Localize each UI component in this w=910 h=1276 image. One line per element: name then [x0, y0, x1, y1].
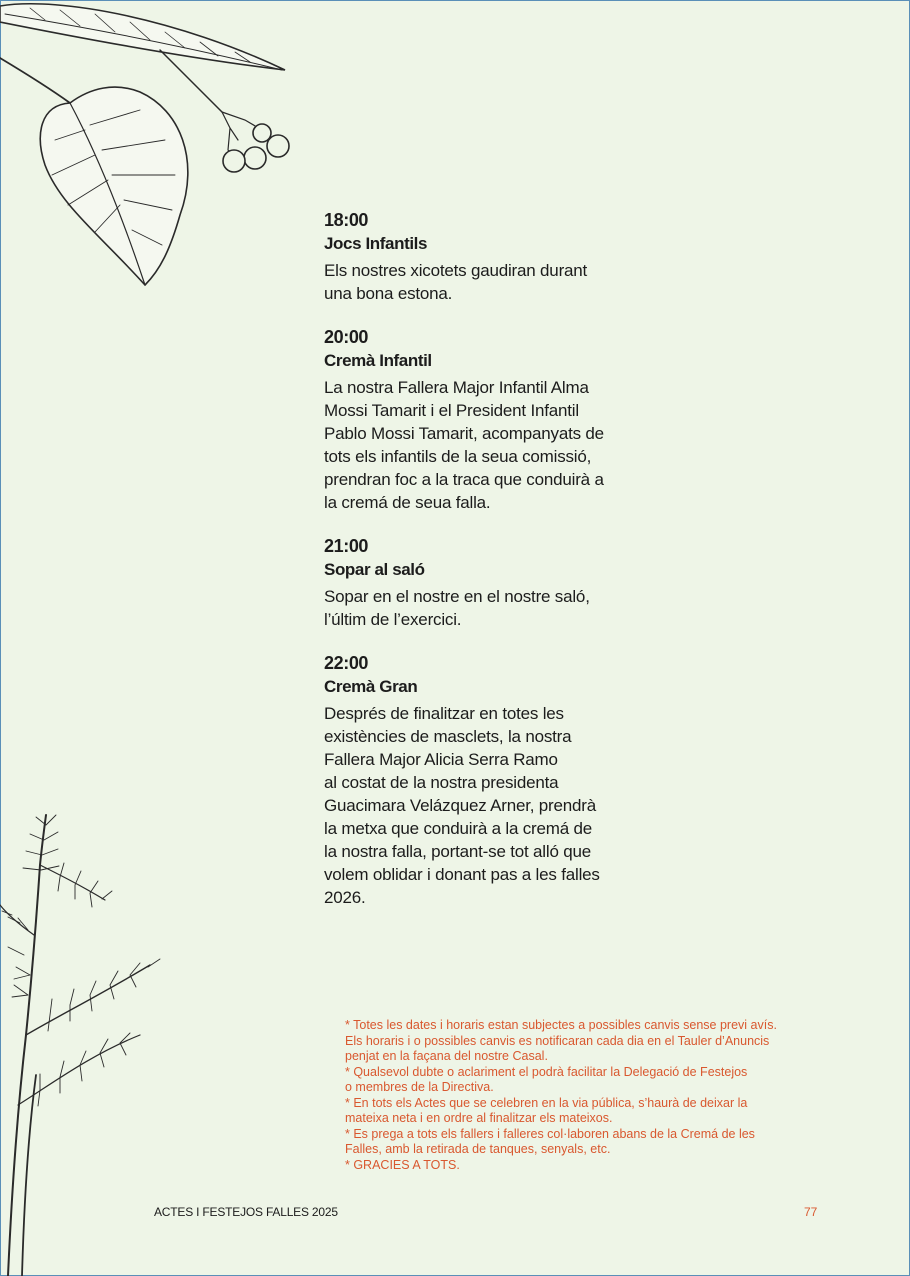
disclaimer-notes: * Totes les dates i horaris estan subjectes a possibles canvis sense previ avís. Els horaris i o possibles canvis es notificaran cada dia en el Tauler d’Anuncis penjat en la façana del nostre Casal. * Qualsevol dubte o aclariment el podrà facilitar la Delegació de Festejos o membres de la Directiva. * En tots els Actes que se celebren en la via pública, s’haurà de deixar la mateixa neta i en ordre al finalitzar els mateixos. * Es prega a tots els fallers i falleres col·laboren abans de la Cremá de les Falles, amb la retirada de tanques, senyals, etc. * GRACIES A TOTS. — [345, 1018, 777, 1172]
linden-branch-illustration — [0, 0, 300, 295]
event-item — [324, 326, 664, 514]
event-description: Els nostres xicotets gaudiran durant una bona estona. — [324, 261, 588, 303]
footer-title: ACTES I FESTEJOS FALLES 2025 — [154, 1205, 338, 1219]
event-description: Sopar en el nostre en el nostre saló, l’últim de l’exercici. — [324, 587, 590, 629]
event-title: Jocs Infantils — [324, 234, 428, 253]
event-item — [324, 535, 664, 631]
event-time: 22:00 — [324, 653, 369, 673]
event-description: La nostra Fallera Major Infantil Alma Mossi Tamarit i el President Infantil Pablo Mossi Tamarit, acompanyats de tots els infantils de la seua comissió, prendran foc a la traca que conduirà a la cremá de seua falla. — [324, 378, 604, 512]
event-time: 20:00 — [324, 327, 369, 347]
event-time: 21:00 — [324, 536, 369, 556]
event-item — [324, 209, 664, 305]
event-item — [324, 652, 664, 909]
event-title: Sopar al saló — [324, 560, 425, 579]
page-number: 77 — [804, 1205, 818, 1219]
events-list — [324, 209, 664, 930]
event-title: Cremà Gran — [324, 677, 418, 696]
event-description: Després de finalitzar en totes les existències de masclets, la nostra Fallera Major Alicia Serra Ramo al costat de la nostra presidenta Guacimara Velázquez Arner, prendrà la metxa que conduirà a la cremá de la nostra falla, portant-se tot alló que volem oblidar i donant pas a les falles 2026. — [324, 704, 600, 907]
event-time: 18:00 — [324, 210, 369, 230]
event-title: Cremà Infantil — [324, 351, 432, 370]
